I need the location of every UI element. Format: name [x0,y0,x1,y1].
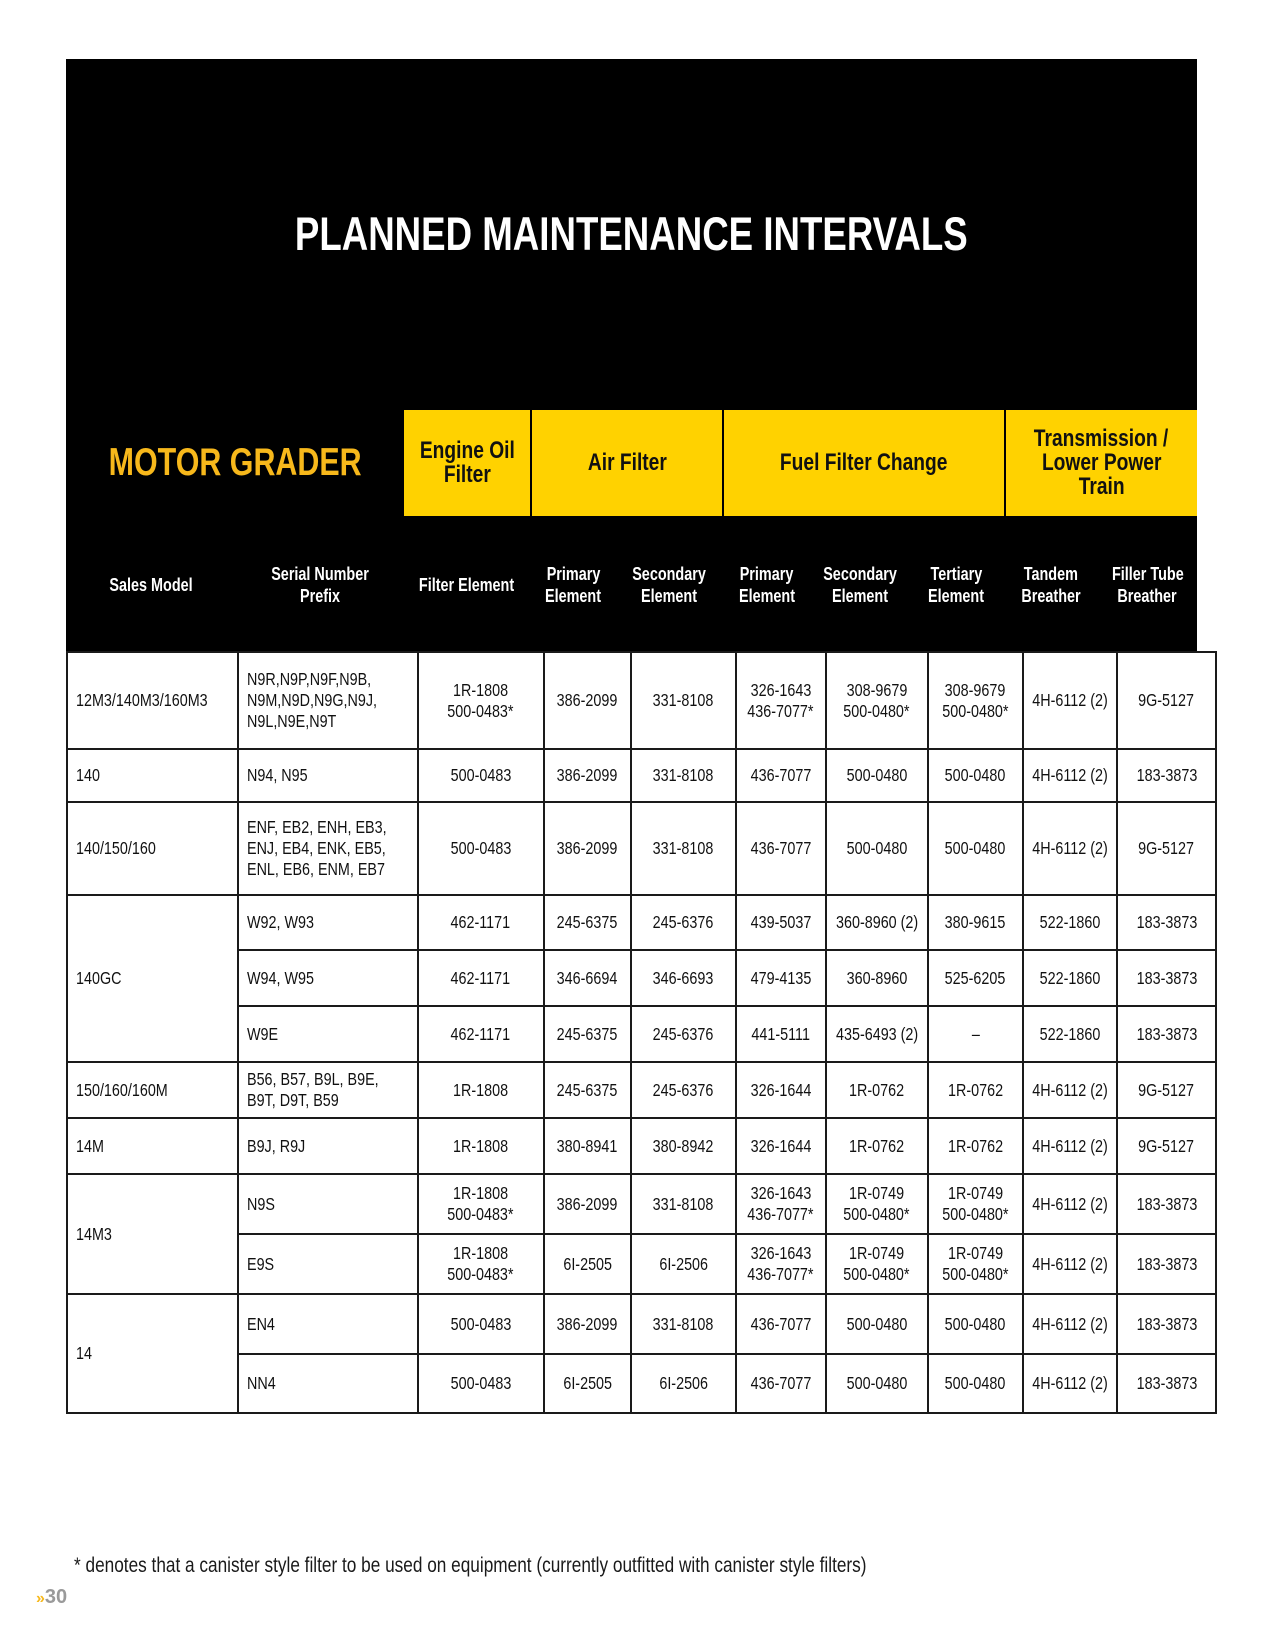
part-number-cell: 436-7077 [736,749,826,802]
part-number-cell: 183-3873 [1117,1294,1216,1354]
serial-prefix-cell: W94, W95 [238,950,418,1006]
page-title: PLANNED MAINTENANCE INTERVALS [295,207,968,260]
part-number-cell: 462-1171 [418,1006,544,1062]
part-number-cell: 500-0480 [826,1354,928,1413]
serial-prefix-cell: EN4 [238,1294,418,1354]
part-number-cell: 4H-6112 (2) [1023,1354,1117,1413]
part-number-cell: 441-5111 [736,1006,826,1062]
serial-prefix-cell: N9S [238,1174,418,1234]
part-number-cell: 346-6694 [544,950,631,1006]
part-number-cell: 6I-2506 [631,1234,736,1294]
table-row [67,1118,1216,1174]
sales-model-cell: 12M3/140M3/160M3 [67,652,238,749]
part-number-cell: 462-1171 [418,895,544,950]
part-number-cell: 386-2099 [544,1174,631,1234]
part-number-cell: 1R-0749 500-0480* [928,1234,1023,1294]
part-number-cell: 479-4135 [736,950,826,1006]
part-number-cell: 326-1643 436-7077* [736,1174,826,1234]
part-number-cell: 386-2099 [544,749,631,802]
table-row [67,1294,1216,1354]
part-number-cell: 1R-1808 [418,1118,544,1174]
part-number-cell: 500-0483 [418,749,544,802]
part-number-cell: 436-7077 [736,802,826,895]
group-header: Fuel Filter Change [724,410,1004,516]
part-number-cell: 6I-2505 [544,1234,631,1294]
part-number-cell: 245-6375 [544,895,631,950]
column-header: Primary Element [738,564,796,606]
group-header: Air Filter [532,410,722,516]
serial-prefix-cell: N94, N95 [238,749,418,802]
part-number-cell: 331-8108 [631,802,736,895]
part-number-cell: 9G-5127 [1117,1118,1216,1174]
part-number-cell: – [928,1006,1023,1062]
group-header: Transmission / Lower Power Train [1006,410,1197,516]
part-number-cell: 386-2099 [544,652,631,749]
part-number-cell: 360-8960 (2) [826,895,928,950]
part-number-cell: 525-6205 [928,950,1023,1006]
sales-model-cell: 140 [67,749,238,802]
part-number-cell: 183-3873 [1117,1354,1216,1413]
part-number-cell: 386-2099 [544,802,631,895]
table-row [67,1006,1216,1062]
group-header: Engine Oil Filter [404,410,530,516]
table-row [67,1234,1216,1294]
part-number-cell: 1R-0762 [928,1062,1023,1118]
part-number-cell: 436-7077 [736,1354,826,1413]
serial-prefix-cell: W92, W93 [238,895,418,950]
part-number-cell: 331-8108 [631,652,736,749]
serial-prefix-cell: NN4 [238,1354,418,1413]
part-number-cell: 500-0483 [418,1354,544,1413]
part-number-cell: 500-0480 [928,802,1023,895]
part-number-cell: 183-3873 [1117,749,1216,802]
part-number-cell: 308-9679 500-0480* [928,652,1023,749]
table-row [67,950,1216,1006]
part-number-cell: 308-9679 500-0480* [826,652,928,749]
part-number-cell: 1R-0762 [826,1118,928,1174]
part-number-cell: 500-0480 [826,749,928,802]
part-number-cell: 500-0480 [826,1294,928,1354]
column-header: Filter Element [419,575,515,595]
table-row [67,652,1216,749]
part-number-cell: 500-0480 [928,749,1023,802]
part-number-cell: 183-3873 [1117,1234,1216,1294]
part-number-cell: 326-1643 436-7077* [736,1234,826,1294]
part-number-cell: 1R-1808 500-0483* [418,1234,544,1294]
part-number-cell: 6I-2505 [544,1354,631,1413]
part-number-cell: 1R-0762 [928,1118,1023,1174]
part-number-cell: 500-0480 [928,1294,1023,1354]
part-number-cell: 245-6376 [631,895,736,950]
column-header: Sales Model [109,575,193,595]
part-number-cell: 4H-6112 (2) [1023,1062,1117,1118]
part-number-cell: 331-8108 [631,1174,736,1234]
serial-prefix-cell: B56, B57, B9L, B9E, B9T, D9T, B59 [238,1062,418,1118]
sales-model-cell: 14M [67,1118,238,1174]
serial-prefix-cell: B9J, R9J [238,1118,418,1174]
part-number-cell: 4H-6112 (2) [1023,1294,1117,1354]
part-number-cell: 4H-6112 (2) [1023,749,1117,802]
part-number-cell: 4H-6112 (2) [1023,652,1117,749]
column-header: Tertiary Element [928,564,985,606]
part-number-cell: 1R-1808 [418,1062,544,1118]
part-number-cell: 4H-6112 (2) [1023,1174,1117,1234]
part-number-cell: 380-8941 [544,1118,631,1174]
part-number-cell: 245-6375 [544,1062,631,1118]
sales-model-cell: 14 [67,1294,238,1413]
part-number-cell: 183-3873 [1117,950,1216,1006]
part-number-cell: 346-6693 [631,950,736,1006]
part-number-cell: 326-1644 [736,1062,826,1118]
part-number-cell: 326-1643 436-7077* [736,652,826,749]
page-marker-icon: » [36,1590,45,1607]
table-row [67,895,1216,950]
table-row [67,1354,1216,1413]
part-number-cell: 9G-5127 [1117,652,1216,749]
column-header: Serial Number Prefix [271,564,369,606]
table-row [67,802,1216,895]
part-number-cell: 183-3873 [1117,1006,1216,1062]
table-row [67,1062,1216,1118]
sales-model-cell: 140/150/160 [67,802,238,895]
part-number-cell: 245-6375 [544,1006,631,1062]
part-number-cell: 4H-6112 (2) [1023,1118,1117,1174]
part-number-cell: 462-1171 [418,950,544,1006]
serial-prefix-cell: N9R,N9P,N9F,N9B, N9M,N9D,N9G,N9J, N9L,N9E,N9T [238,652,418,749]
part-number-cell: 436-7077 [736,1294,826,1354]
part-number-cell: 326-1644 [736,1118,826,1174]
part-number-cell: 386-2099 [544,1294,631,1354]
part-number-cell: 500-0480 [928,1354,1023,1413]
part-number-cell: 500-0480 [826,802,928,895]
column-header: Filler Tube Breather [1111,564,1184,606]
serial-prefix-cell: W9E [238,1006,418,1062]
part-number-cell: 500-0483 [418,802,544,895]
part-number-cell: 245-6376 [631,1062,736,1118]
serial-prefix-cell: E9S [238,1234,418,1294]
part-number-cell: 331-8108 [631,1294,736,1354]
part-number-cell: 4H-6112 (2) [1023,802,1117,895]
maintenance-table [66,651,1217,1414]
part-number-cell: 6I-2506 [631,1354,736,1413]
part-number-cell: 183-3873 [1117,1174,1216,1234]
footnote: * denotes that a canister style filter to be used on equipment (currently outfitted with canister style filters) [74,1554,867,1577]
part-number-cell: 4H-6112 (2) [1023,1234,1117,1294]
part-number-cell: 380-9615 [928,895,1023,950]
sales-model-cell: 14M3 [67,1174,238,1294]
part-number-cell: 1R-0749 500-0480* [826,1234,928,1294]
part-number-cell: 9G-5127 [1117,802,1216,895]
sales-model-cell: 140GC [67,895,238,1062]
column-header: Secondary Element [823,564,898,606]
part-number-cell: 1R-0749 500-0480* [928,1174,1023,1234]
part-number-cell: 435-6493 (2) [826,1006,928,1062]
part-number-cell: 1R-0749 500-0480* [826,1174,928,1234]
section-title: MOTOR GRADER [108,441,362,484]
part-number-cell: 380-8942 [631,1118,736,1174]
column-header: Tandem Breather [1021,564,1081,606]
serial-prefix-cell: ENF, EB2, ENH, EB3, ENJ, EB4, ENK, EB5, ENL, EB6, ENM, EB7 [238,802,418,895]
part-number-cell: 439-5037 [736,895,826,950]
part-number-cell: 1R-1808 500-0483* [418,652,544,749]
column-header: Primary Element [545,564,602,606]
part-number-cell: 360-8960 [826,950,928,1006]
part-number-cell: 522-1860 [1023,1006,1117,1062]
part-number-cell: 9G-5127 [1117,1062,1216,1118]
column-header: Secondary Element [632,564,707,606]
part-number-cell: 522-1860 [1023,950,1117,1006]
part-number-cell: 331-8108 [631,749,736,802]
part-number-cell: 1R-0762 [826,1062,928,1118]
part-number-cell: 1R-1808 500-0483* [418,1174,544,1234]
part-number-cell: 522-1860 [1023,895,1117,950]
sales-model-cell: 150/160/160M [67,1062,238,1118]
page-number: »30 [36,1586,68,1608]
table-row [67,1174,1216,1234]
part-number-cell: 500-0483 [418,1294,544,1354]
part-number-cell: 245-6376 [631,1006,736,1062]
table-row [67,749,1216,802]
part-number-cell: 183-3873 [1117,895,1216,950]
